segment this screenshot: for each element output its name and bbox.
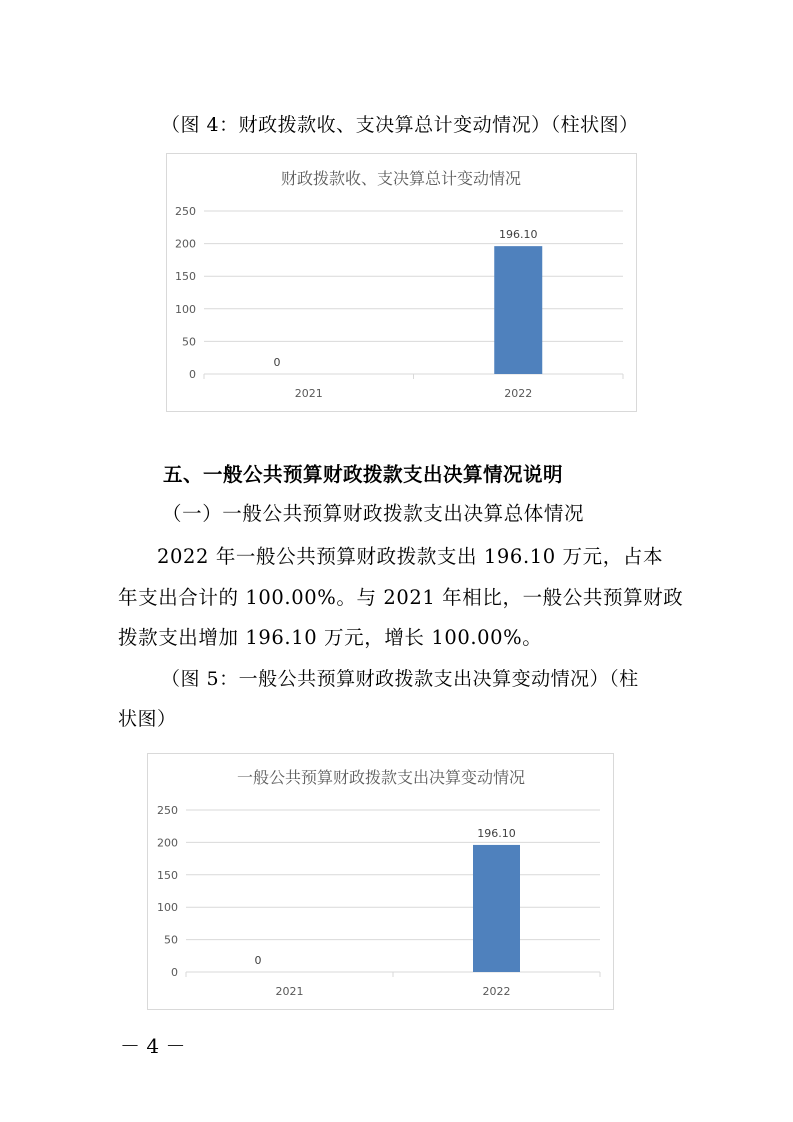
y-tick-label: 200 xyxy=(175,237,196,251)
chart-2-container xyxy=(147,753,614,1010)
y-tick-label: 200 xyxy=(157,836,178,850)
figure-4-caption: （图 4：财政拨款收、支决算总计变动情况）（柱状图） xyxy=(161,114,639,136)
page-number: － 4 － xyxy=(120,1034,186,1058)
y-tick-label: 150 xyxy=(157,868,178,882)
y-tick-label: 0 xyxy=(189,368,196,381)
y-tick-label: 50 xyxy=(182,335,196,349)
y-tick-label: 100 xyxy=(157,901,178,915)
y-tick-label: 0 xyxy=(171,966,178,979)
data-label: 0 xyxy=(273,356,281,369)
y-tick-label: 250 xyxy=(157,804,178,817)
section-heading: 五、一般公共预算财政拨款支出决算情况说明 xyxy=(163,463,564,486)
y-tick-label: 100 xyxy=(175,302,196,316)
data-label: 0 xyxy=(254,954,262,967)
figure-5-caption-line-2: 状图） xyxy=(118,708,177,730)
paragraph-line-2: 年支出合计的 100.00%。与 2021 年相比，一般公共预算财政 xyxy=(118,586,684,609)
chart-title: 财政拨款收、支决算总计变动情况 xyxy=(280,169,522,188)
x-tick-label: 2021 xyxy=(294,387,323,400)
x-tick-label: 2022 xyxy=(504,387,533,400)
y-tick-label: 50 xyxy=(164,933,178,947)
figure-5-caption-line-1: （图 5：一般公共预算财政拨款支出决算变动情况）（柱 xyxy=(161,668,639,690)
y-tick-label: 150 xyxy=(175,270,196,284)
bar xyxy=(473,845,520,972)
y-tick-label: 250 xyxy=(175,205,196,218)
data-label: 196.10 xyxy=(499,228,538,242)
chart-2 xyxy=(148,754,613,1009)
x-tick-label: 2022 xyxy=(482,985,511,998)
bar xyxy=(494,246,542,374)
x-tick-label: 2021 xyxy=(275,985,304,998)
subsection-heading: （一）一般公共预算财政拨款支出决算总体情况 xyxy=(162,502,585,525)
paragraph-line-3: 拨款支出增加 196.10 万元，增长 100.00%。 xyxy=(118,626,543,649)
chart-1-container xyxy=(166,153,637,412)
chart-title: 一般公共预算财政拨款支出决算变动情况 xyxy=(236,768,526,787)
paragraph-line-1: 2022 年一般公共预算财政拨款支出 196.10 万元，占本 xyxy=(157,545,664,568)
chart-1 xyxy=(167,154,636,411)
data-label: 196.10 xyxy=(477,826,516,840)
